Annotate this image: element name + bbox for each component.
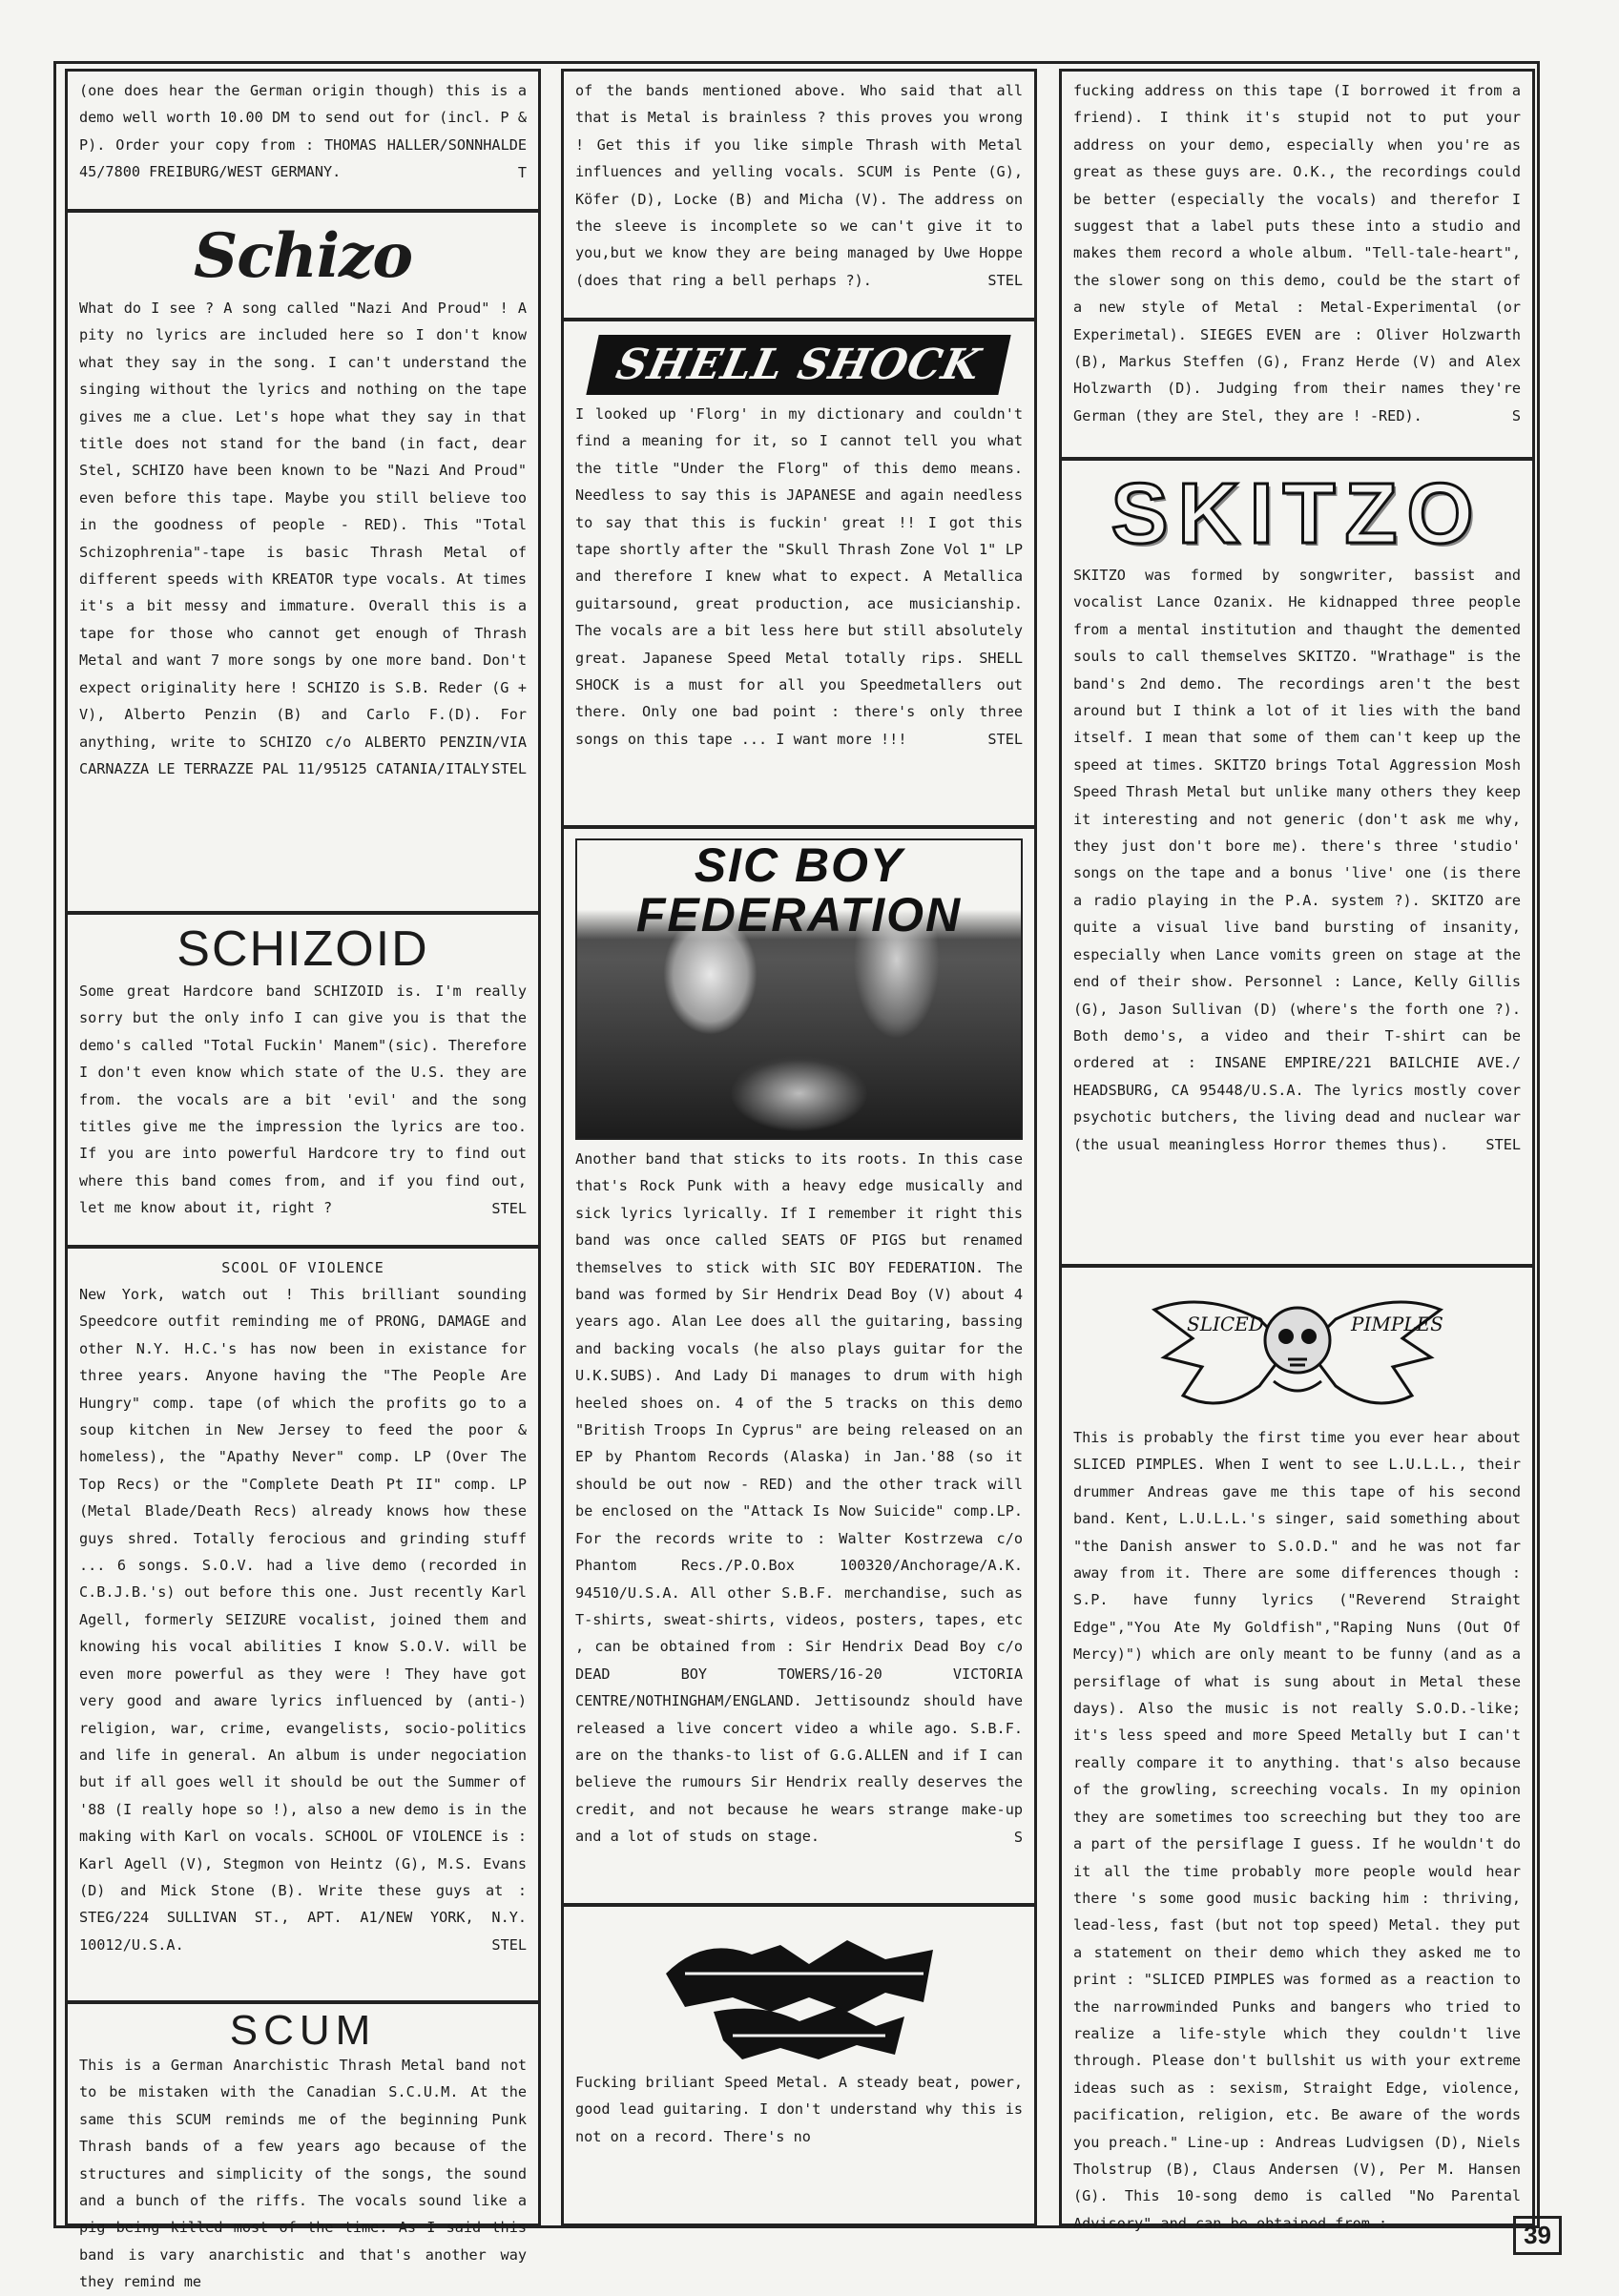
- review-signature: STEL: [987, 731, 1023, 749]
- band-photo: [575, 838, 1023, 1140]
- review-box-continued: [65, 69, 541, 212]
- review-text: (one does hear the German origin though) this is a demo well worth 10.00 DM to send out for (incl. P & P). Order your copy from : THOMAS HALLER/SONNHALDE 45/7800 FREIBURG/WEST GERMANY.: [79, 82, 527, 181]
- schizoid-logo: SCHIZOID: [176, 921, 429, 977]
- review-signature: STEL: [491, 760, 527, 778]
- schizo-logo: Schizo: [193, 220, 413, 292]
- sic-boy-federation-logo: SIC BOY FEDERATION: [577, 840, 1021, 940]
- review-text: This is probably the first time you ever hear about SLICED PIMPLES. When I went to see L.U.L.L., their drummer Andreas gave me this tape of his second band. Kent, L.U.L.L.'s singer, said something about "the Danish answer to S.O.D." and he was not far away from it. There are some differences though : S.P. have funny lyrics ("Reverend Straight Edge","You Ate My Goldfish","Raping Nuns (Out Of Mercy)") which are only meant to be funny (and as a persiflage of what is sung about in Metal these days). Also the music is not really S.O.D.-like; it's less speed and more Speed Metally but I can't really compare it to anything. that's also because of the growling, screeching vocals. In my opinion they are sometimes too screeching but they too are a part of the persiflage I guess. If he wouldn't do it all the time probably more people would hear there 's some good music backing him : thriving, lead-less, fast (but not top speed) Metal. they put a statement on their demo which they asked me to print : "SLICED PIMPLES was formed as a reaction to the narrowminded Punks and bangers who tried to realize a life-style which they couldn't live through. Please don't bullshit us with your extreme ideas such as : sexism, Straight Edge, violence, pacification, religion, etc. Be aware of the words you preach." Line-up : Andreas Ludvigsen (D), Niels Tholstrup (B), Claus Andersen (V), Per M. Hansen (G). This 10-song demo is called "No Parental Advisory" and can be obtained from :: [1073, 1429, 1521, 2232]
- review-box-scum: [65, 2001, 541, 2291]
- svg-text:SLICED: SLICED: [1186, 1313, 1264, 1335]
- skitzo-logo: SKITZO: [1110, 466, 1484, 562]
- review-signature: S: [1013, 1828, 1023, 1846]
- review-signature: T: [517, 163, 527, 181]
- review-box-skitzo: [1059, 458, 1535, 1267]
- review-box-continued: [1059, 69, 1535, 460]
- review-text: New York, watch out ! This brilliant sounding Speedcore outfit reminding me of PRONG, DAMAGE and other N.Y. H.C.'s has now been in existance for three years. Anyone having the "The People Are Hungry" comp. tape (of which the profits go to a soup kitchen in New Jersey to feed the poor & homeless), the "Apathy Never" comp. LP (Over The Top Recs) or the "Complete Death Pt II" comp. LP (Metal Blade/Death Recs) already knows how these guys shred. Totally ferocious and grinding stuff ... 6 songs. S.O.V. had a live demo (recorded in C.B.J.B.'s) out before this one. Just recently Karl Agell, formerly SEIZURE vocalist, joined them and knowing his vocal abilities I know S.O.V. will be even more powerful as they were ! They have got very good and aware lyrics influenced by (anti-) religion, war, crime, evangelists, socio-politics and life in general. An album is under negociation but if all goes well it should be out the Summer of '88 (I really hope so !), also a new demo is in the making with Karl on vocals. SCHOOL OF VIOLENCE is : Karl Agell (V), Stegmon von Heintz (G), M.S. Evans (D) and Mick Stone (B). Write these guys at : STEG/224 SULLIVAN ST., APT. A1/NEW YORK, N.Y. 10012/U.S.A.: [79, 1286, 527, 1954]
- review-box-school-of-violence: [65, 1246, 541, 2003]
- review-signature: STEL: [987, 272, 1023, 290]
- review-text: I looked up 'Florg' in my dictionary and couldn't find a meaning for it, so I cannot tell you what the title "Under the Florg" of this demo means. Needless to say this is JAPANESE and again needless to say that this is fuckin' great !! I got this tape shortly after the "Skull Thrash Zone Vol 1" LP and therefore I knew what to expect. A Metallica guitarsound, great production, ace musicianship. The vocals are a bit less here but still absolutely great. Japanese Speed Metal totally rips. SHELL SHOCK is a must for all you Speedmetallers out there. Only one bad point : there's only three songs on this tape ... I want more !!!: [575, 405, 1023, 748]
- scum-logo: SCUM: [229, 2007, 377, 2054]
- review-text: What do I see ? A song called "Nazi And Proud" ! A pity no lyrics are included here so I don't know what they say in the song. I can't understand the singing without the lyrics and nothing on the tape gives me a clue. Let's hope what they say in that title does not stand for the band (in fact, dear Stel, SCHIZO have been known to be "Nazi And Proud" even before this tape. Maybe you still believe too in the goodness of people - RED). This "Total Schizophrenia"-tape is basic Thrash Metal of different speeds with KREATOR type vocals. At times it's a bit messy and immature. Overall this is a tape for those who cannot get enough of Thrash Metal and want 7 more songs by one more band. Don't expect originality here ! SCHIZO is S.B. Reder (G + V), Alberto Penzin (B) and Carlo F.(D). For anything, write to SCHIZO c/o ALBERTO PENZIN/VIA CARNAZZA LE TERRAZZE PAL 11/95125 CATANIA/ITALY.: [79, 300, 527, 777]
- review-box-sic-boy-federation: [561, 826, 1037, 1906]
- shell-shock-logo: SHELL SHOCK: [587, 335, 1011, 395]
- review-text: SKITZO was formed by songwriter, bassist and vocalist Lance Ozanix. He kidnapped three people from a mental institution and thaught the demented souls to call themselves SKITZO. "Wrathage" is the band's 2nd demo. The recordings aren't the best around but I think a lot of it lies with the band itself. I mean that some of them can't keep up the speed at times. SKITZO brings Total Aggression Mosh Speed Thrash Metal but unlike many others they keep it interesting and not generic (don't ask me why, they just don't bore me). there's three 'studio' songs on the tape and a bonus 'live' one (is there a radio playing in the P.A. system ?). SKITZO are quite a visual live band bursting of insanity, especially when Lance vomits green on stage at the end of their show. Personnel : Lance, Kelly Gillis (G), Jason Sullivan (D) (where's the forth one ?). Both demo's, a video and their T-shirt can be ordered at : INSANE EMPIRE/221 BAILCHIE AVE./ HEADSBURG, CA 95448/U.S.A. The lyrics mostly cover psychotic butchers, the living dead and nuclear war (the usual meaningless Horror themes thus).: [1073, 567, 1521, 1153]
- review-text: fucking address on this tape (I borrowed it from a friend). I think it's stupid not to put your address on your demo, especially when you're as great as these guys are. O.K., the recordings could be better (especially the vocals) and therefor I suggest that a label puts these into a studio and makes them record a whole album. "Tell-tale-heart", the slower song on this demo, could be the start of a new style of Metal : Metal-Experimental (or Experimetal). SIEGES EVEN are : Oliver Holzwarth (B), Markus Steffen (G), Franz Herde (V) and Alex Holzwarth (D). Judging from their names they're German (they are Stel, they are ! -RED).: [1073, 82, 1521, 424]
- review-box-shell-shock: [561, 319, 1037, 828]
- review-text: Some great Hardcore band SCHIZOID is. I'm really sorry but the only info I can give you is that the demo's called "Total Fuckin' Manem"(sic). Therefore I don't even know which state of the U.S. they are from. the vocals are a bit 'evil' and the song titles give me the impression the lyrics are too. If you are into powerful Hardcore try to find out where this band comes from, and if you find out, let me know about it, right ?: [79, 983, 527, 1217]
- review-box-sliced-pimples: [1059, 1265, 1535, 2232]
- review-text: of the bands mentioned above. Who said that all that is Metal is brainless ? this proves you wrong ! Get this if you like simple Thrash with Metal influences and yelling vocals. SCUM is Pente (G), Köfer (D), Locke (B) and Micha (V). The address on the sleeve is incomplete so we can't give it to you,but we know they are being managed by Uwe Hoppe (does that ring a bell perhaps ?).: [575, 82, 1023, 289]
- review-box-schizoid: [65, 912, 541, 1248]
- review-signature: S: [1511, 407, 1521, 425]
- review-box-sieges-even: [561, 1904, 1037, 2226]
- review-box-schizo: [65, 210, 541, 914]
- review-signature: STEL: [1485, 1135, 1521, 1153]
- page-number: 39: [1513, 2216, 1562, 2255]
- svg-text:PIMPLES: PIMPLES: [1350, 1313, 1443, 1335]
- review-text: Another band that sticks to its roots. In this case that's Rock Punk with a heavy edge musically and sick lyrics lyrically. If I remember it right this band was once called SEATS OF PIGS but renamed themselves to stick with SIC BOY FEDERATION. The band was formed by Sir Hendrix Dead Boy (V) about 4 years ago. Alan Lee does all the guitaring, bassing and backing vocals (he also plays guitar for the U.K.SUBS). And Lady Di manages to drum with high heeled shoes on. 4 of the 5 tracks on this demo "British Troops In Cyprus" are being released on an EP by Phantom Records (Alaska) in Jan.'88 (so it should be out now - RED) and the other track will be enclosed on the "Attack Is Now Suicide" comp.LP. For the records write to : Walter Kostrzewa c/o Phantom Recs./P.O.Box 100320/Anchorage/A.K. 94510/U.S.A. All other S.B.F. merchandise, such as T-shirts, sweat-shirts, videos, posters, tapes, etc , can be obtained from : Sir Hendrix Dead Boy c/o DEAD BOY TOWERS/16-20 VICTORIA CENTRE/NOTHINGHAM/ENGLAND. Jettisoundz should have released a live concert video a while ago. S.B.F. are on the thanks-to list of G.G.ALLEN and if I can believe the rumours Sir Hendrix really deserves the credit, and not because he wears strange make-up and a lot of studs on stage.: [575, 1150, 1023, 1846]
- review-box-continued: [561, 69, 1037, 321]
- sieges-even-logo-art: [647, 1916, 952, 2069]
- review-text: Fucking briliant Speed Metal. A steady beat, power, good lead guitaring. I don't understand why this is not on a record. There's no: [575, 2074, 1023, 2145]
- school-of-violence-heading: SCOOL OF VIOLENCE: [221, 1259, 384, 1276]
- review-signature: STEL: [491, 1199, 527, 1217]
- sliced-pimples-logo-art: [1145, 1281, 1450, 1424]
- review-signature: STEL: [491, 1936, 527, 1955]
- review-text: This is a German Anarchistic Thrash Metal band not to be mistaken with the Canadian S.C.U.M. At the same this SCUM reminds me of the beginning Punk Thrash bands of a few years ago because of the structures and simplicity of the songs, the sound and a bunch of the riffs. The vocals sound like a pig being killed most of the time. As I said this band is vary anarchistic and that's another way they remind me: [79, 2057, 527, 2291]
